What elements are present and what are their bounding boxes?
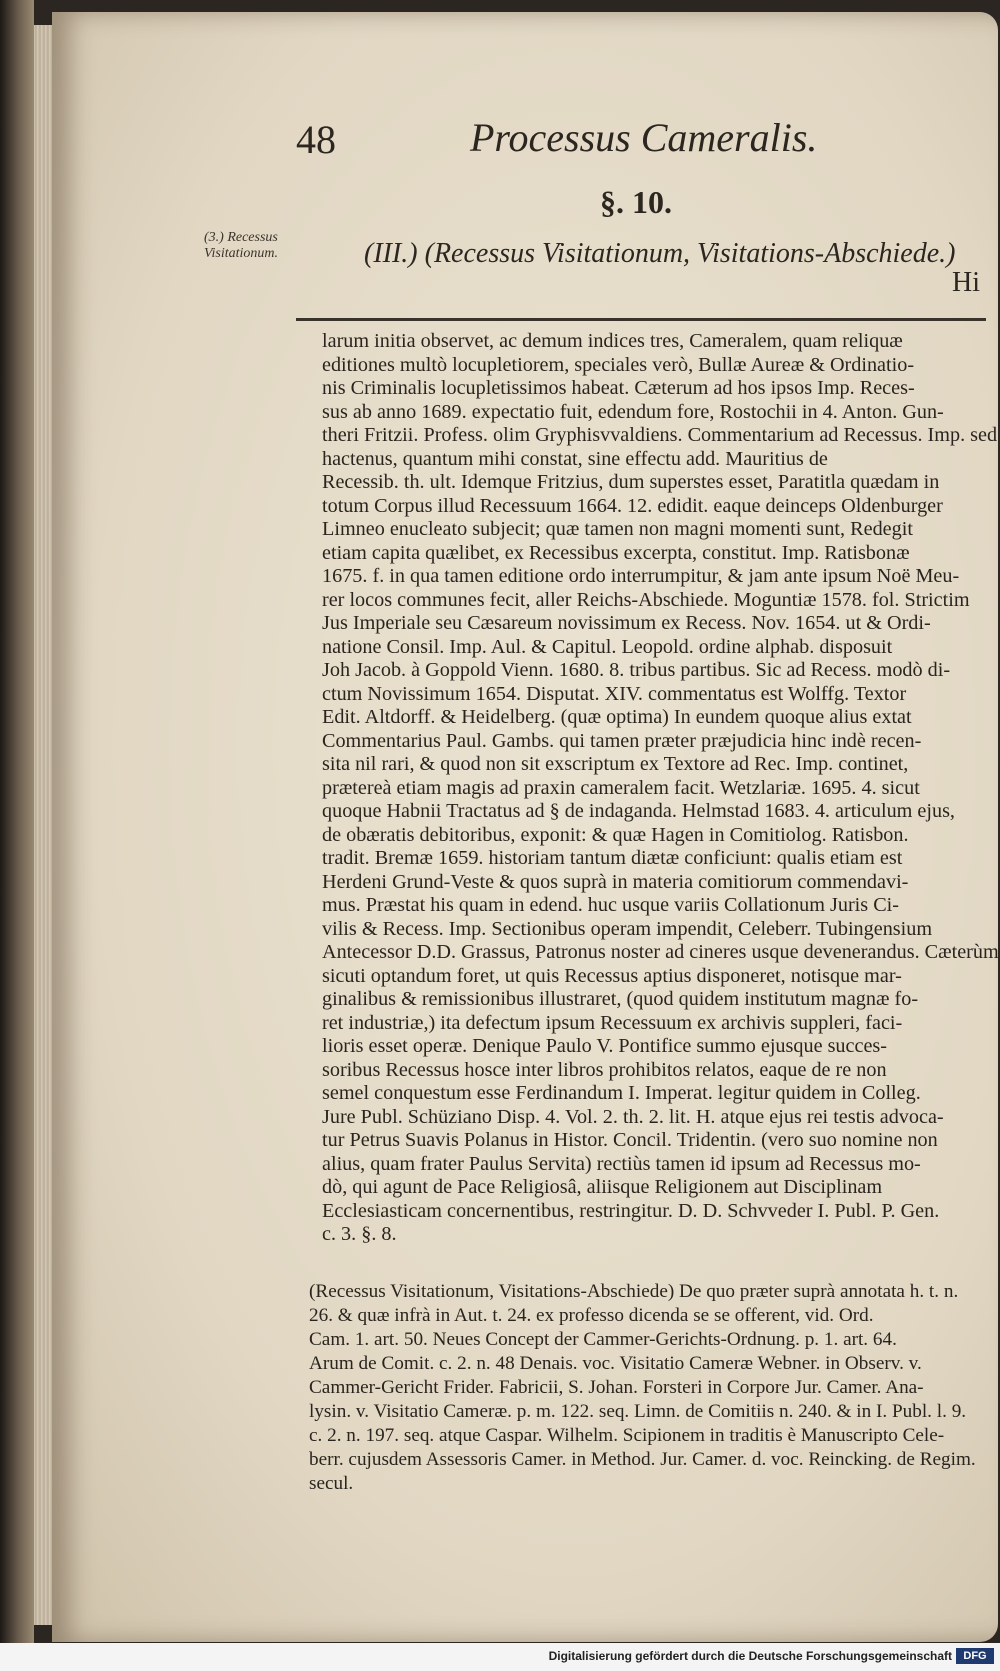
- body-line: mus. Præstat his quam in edend. huc usque variis Collationum Juris Ci-: [322, 894, 899, 916]
- body-line: Joh Jacob. à Goppold Vienn. 1680. 8. tribus partibus. Sic ad Recess. modò di-: [322, 659, 951, 681]
- body-line: quoque Habnii Tractatus ad § de indaganda. Helmstad 1683. 4. articulum ejus,: [322, 800, 955, 822]
- body-line: totum Corpus illud Recessuum 1664. 12. edidit. eaque deinceps Oldenburger: [322, 494, 943, 517]
- body-line: hactenus, quantum mihi constat, sine effectu add. Mauritius de: [322, 447, 828, 470]
- footnote-line: c. 2. n. 197. seq. atque Caspar. Wilhelm. Scipionem in traditis è Manuscripto Cele-: [309, 1425, 945, 1446]
- catchword: Hi: [952, 267, 980, 298]
- header-rule: [296, 318, 986, 321]
- section-number: §. 10.: [600, 184, 672, 220]
- body-text: [322, 330, 999, 1247]
- margin-note: (3.) Recessus Visitationum.: [204, 230, 279, 261]
- body-line: larum initia observet, ac demum indices tres, Cameralem, quam reliquæ: [322, 330, 903, 352]
- body-line: nis Criminalis locupletissimos habeat. Cæterum ad hos ipsos Imp. Reces-: [322, 377, 915, 399]
- body-line: sus ab anno 1689. expectatio fuit, edendum fore, Rostochii in 4. Anton. Gun-: [322, 400, 944, 423]
- section-heading: (III.) (Recessus Visitationum, Visitations-Abschiede.): [364, 238, 956, 269]
- footnote-line: Cammer-Gericht Frider. Fabricii, S. Johan. Forsteri in Corpore Jur. Camer. Ana-: [309, 1377, 924, 1398]
- body-line: vilis & Recess. Imp. Sectionibus operam impendit, Celeberr. Tubingensium: [322, 917, 933, 940]
- funding-credit: Digitalisierung gefördert durch die Deutsche Forschungsgemeinschaft: [548, 1649, 952, 1663]
- footnote-line: Cam. 1. art. 50. Neues Concept der Cammer-Gerichts-Ordnung. p. 1. art. 64.: [309, 1329, 897, 1350]
- body-line: theri Fritzii. Profess. olim Gryphisvvaldiens. Commentarium ad Recessus. Imp. sed: [322, 424, 998, 446]
- dfg-logo: DFG: [956, 1648, 994, 1664]
- body-line: tradit. Bremæ 1659. historiam tantum diætæ conficiunt: qualis etiam est: [322, 847, 903, 869]
- running-title: Processus Cameralis.: [470, 115, 818, 160]
- body-line: Edit. Altdorff. & Heidelberg. (quæ optima) In eundem quoque alius extat: [322, 706, 912, 728]
- footnote-line: berr. cujusdem Assessoris Camer. in Method. Jur. Camer. d. voc. Reincking. de Regim.: [309, 1449, 976, 1470]
- body-line: 1675. f. in qua tamen editione ordo interrumpitur, & jam ante ipsum Noë Meu-: [322, 565, 960, 587]
- body-line: dò, qui agunt de Pace Religiosâ, aliisque Religionem aut Disciplinam: [322, 1176, 883, 1198]
- body-line: rer locos communes fecit, aller Reichs-Abschiede. Moguntiæ 1578. fol. Strictim: [322, 588, 970, 611]
- book-page: [52, 12, 998, 1642]
- body-line: Recessib. th. ult. Idemque Fritzius, dum superstes esset, Paratitla quædam in: [322, 471, 940, 493]
- body-line: prætereà etiam magis ad praxin cameralem facit. Wetzlariæ. 1695. 4. sicut: [322, 776, 920, 799]
- body-line: lioris esset operæ. Denique Paulo V. Pontifice summo ejusque succes-: [322, 1035, 887, 1057]
- footnote-text: [309, 1280, 984, 1496]
- footnote-line: (Recessus Visitationum, Visitations-Abschiede) De quo præter suprà annotata h. t. n.: [309, 1281, 959, 1302]
- body-line: tur Petrus Suavis Polanus in Histor. Concil. Tridentin. (vero suo nomine non: [322, 1129, 938, 1151]
- footnote-line: lysin. v. Visitatio Cameræ. p. m. 122. seq. Limn. de Comitiis n. 240. & in I. Publ. l. 9.: [309, 1401, 967, 1422]
- body-line: sicuti optandum foret, ut quis Recessus aptius disponeret, notisque mar-: [322, 964, 902, 987]
- body-line: c. 3. §. 8.: [322, 1223, 397, 1245]
- book-spine: [0, 0, 34, 1671]
- footnote-line: secul.: [309, 1473, 354, 1494]
- page-number: 48: [296, 117, 336, 162]
- body-line: soribus Recessus hosce inter libros prohibitos relatos, eaque de re non: [322, 1058, 887, 1081]
- footer-bar: [0, 1643, 1000, 1671]
- body-line: Jure Publ. Schüziano Disp. 4. Vol. 2. th. 2. lit. H. atque ejus rei testis advoca-: [322, 1105, 944, 1128]
- body-line: sita nil rari, & quod non sit exscriptum ex Textore ad Rec. Imp. continet,: [322, 753, 909, 775]
- footnote-line: 26. & quæ infrà in Aut. t. 24. ex professo dicenda se se offerent, vid. Ord.: [309, 1305, 874, 1326]
- body-line: ret industriæ,) ita defectum ipsum Recessuum ex archivis suppleri, faci-: [322, 1011, 903, 1034]
- body-line: alius, quam frater Paulus Servita) rectiùs tamen id ipsum ad Recessus mo-: [322, 1152, 921, 1175]
- body-line: Limneo enucleato subjecit; quæ tamen non magni momenti sunt, Redegit: [322, 518, 913, 540]
- body-line: ctum Novissimum 1654. Disputat. XIV. commentatus est Wolffg. Textor: [322, 682, 907, 705]
- body-line: semel conquestum esse Ferdinandum I. Imperat. legitur quidem in Colleg.: [322, 1082, 921, 1104]
- body-line: editiones multò locupletiorem, speciales verò, Bullæ Aureæ & Ordinatio-: [322, 353, 915, 376]
- footnote-line: Arum de Comit. c. 2. n. 48 Denais. voc. Visitatio Cameræ Webner. in Observ. v.: [309, 1353, 922, 1374]
- body-line: Antecessor D.D. Grassus, Patronus noster ad cineres usque devenerandus. Cæterùm: [322, 941, 999, 963]
- body-line: natione Consil. Imp. Aul. & Capitul. Leopold. ordine alphab. disposuit: [322, 635, 893, 658]
- body-line: Commentarius Paul. Gambs. qui tamen præter præjudicia hinc indè recen-: [322, 729, 922, 752]
- body-line: ginalibus & remissionibus illustraret, (quod quidem institutum magnæ fo-: [322, 988, 919, 1010]
- body-line: Jus Imperiale seu Cæsareum novissimum ex Recess. Nov. 1654. ut & Ordi-: [322, 612, 931, 634]
- body-line: de obæratis debitoribus, exponit: & quæ Hagen in Comitiolog. Ratisbon.: [322, 823, 909, 846]
- body-line: Herdeni Grund-Veste & quos suprà in materia comitiorum commendavi-: [322, 870, 909, 893]
- body-line: etiam capita quælibet, ex Recessibus excerpta, constitut. Imp. Ratisbonæ: [322, 541, 910, 564]
- body-line: Ecclesiasticam concernentibus, restringitur. D. D. Schvveder I. Publ. P. Gen.: [322, 1199, 940, 1222]
